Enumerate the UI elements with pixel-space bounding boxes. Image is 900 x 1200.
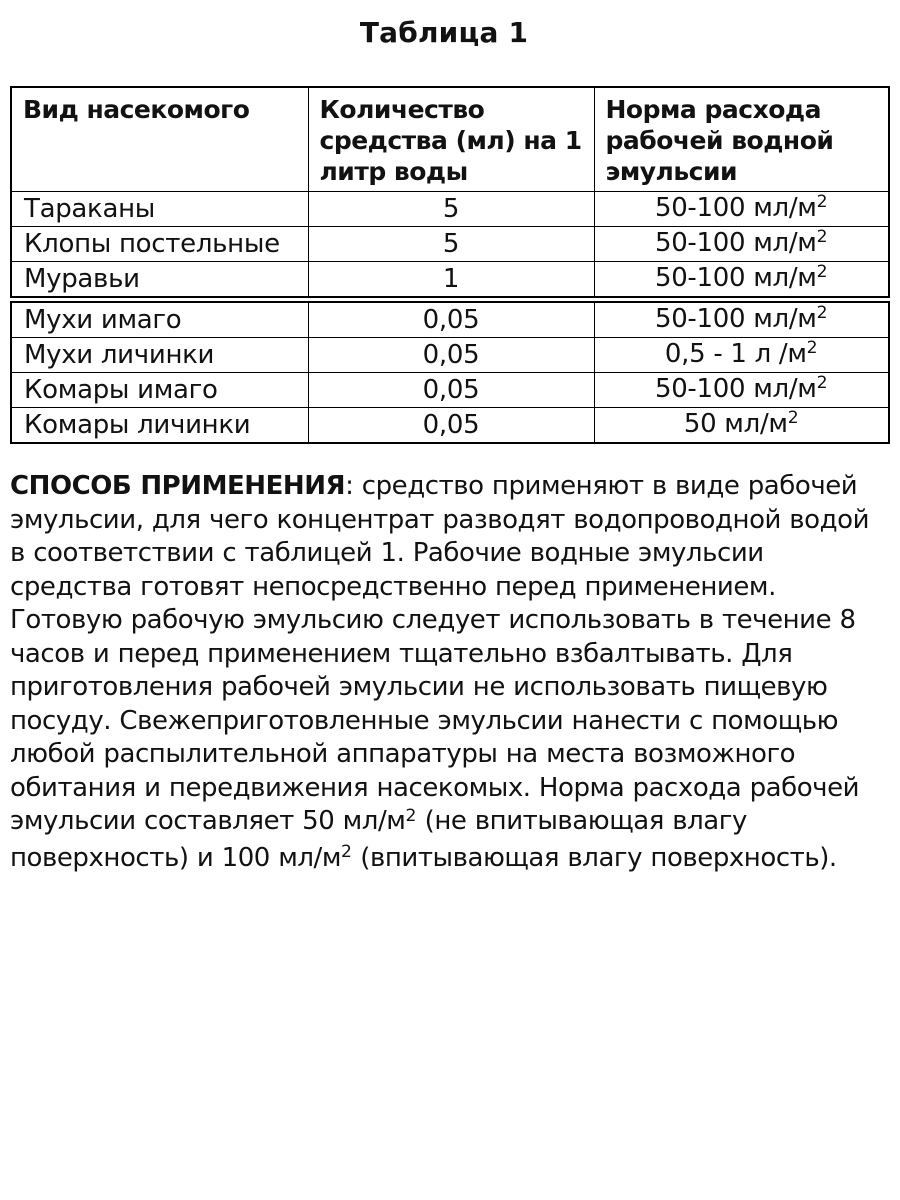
usage-text: : средство применяют в виде рабочей эмульсии, для чего концентрат разводят водопроводной водой в соответствии с таблицей 1. Рабочие водные эмульсии средства готовят непосредственно перед применением. Готовую рабочую эмульсию следует использовать в течение 8 часов и перед применением тщательно взбалтывать. Для приготовления рабочей эмульсии не использовать пищевую посуду. Свежеприготовленные эмульсии нанести с помощью любой распылительной аппаратуры на места возможного обитания и передвижения насекомых. Норма расхода рабочей эмульсии составляет 50 $мл/м^2$ (не впитывающая влагу поверхность) и 100 $мл/м^2$ (впитывающая влагу поверхность). bbox=[10, 471, 870, 873]
cell-amount: 0,05 bbox=[308, 338, 594, 373]
cell-insect: Мухи личинки bbox=[11, 338, 308, 373]
cell-insect: Клопы постельные bbox=[11, 227, 308, 262]
table-row bbox=[11, 302, 889, 338]
insect-dosage-table-section-1 bbox=[10, 86, 890, 298]
usage-paragraph bbox=[10, 470, 876, 878]
table-row bbox=[11, 262, 889, 298]
cell-insect: Муравьи bbox=[11, 262, 308, 298]
cell-rate: 50-100 $мл/м^2$ bbox=[594, 227, 889, 262]
cell-rate: 50-100 $мл/м^2$ bbox=[594, 373, 889, 408]
cell-insect: Мухи имаго bbox=[11, 302, 308, 338]
table-row bbox=[11, 408, 889, 444]
cell-rate: 50-100 $мл/м^2$ bbox=[594, 302, 889, 338]
table-title: Таблица 1 bbox=[359, 16, 529, 49]
cell-amount: 0,05 bbox=[308, 373, 594, 408]
table-row bbox=[11, 227, 889, 262]
usage-heading: СПОСОБ ПРИМЕНЕНИЯ bbox=[10, 471, 346, 501]
cell-amount: 0,05 bbox=[308, 408, 594, 444]
column-header-insect-type: Вид насекомого bbox=[11, 87, 308, 192]
table-row bbox=[11, 192, 889, 227]
cell-rate: 50-100 $мл/м^2$ bbox=[594, 262, 889, 298]
cell-amount: 0,05 bbox=[308, 302, 594, 338]
table-row bbox=[11, 338, 889, 373]
column-header-amount: Количество средства (мл) на 1 литр воды bbox=[308, 87, 594, 192]
cell-amount: 5 bbox=[308, 192, 594, 227]
cell-rate: 0,5 - 1 л $/м^2$ bbox=[594, 338, 889, 373]
column-header-rate: Норма расхода рабочей водной эмульсии bbox=[594, 87, 889, 192]
table-row bbox=[11, 373, 889, 408]
cell-amount: 5 bbox=[308, 227, 594, 262]
table-header-row bbox=[11, 87, 889, 192]
cell-rate: 50-100 $мл/м^2$ bbox=[594, 192, 889, 227]
cell-insect: Комары личинки bbox=[11, 408, 308, 444]
insect-dosage-table-section-2 bbox=[10, 301, 890, 444]
cell-amount: 1 bbox=[308, 262, 594, 298]
cell-insect: Тараканы bbox=[11, 192, 308, 227]
cell-rate: 50 $мл/м^2$ bbox=[594, 408, 889, 444]
cell-insect: Комары имаго bbox=[11, 373, 308, 408]
